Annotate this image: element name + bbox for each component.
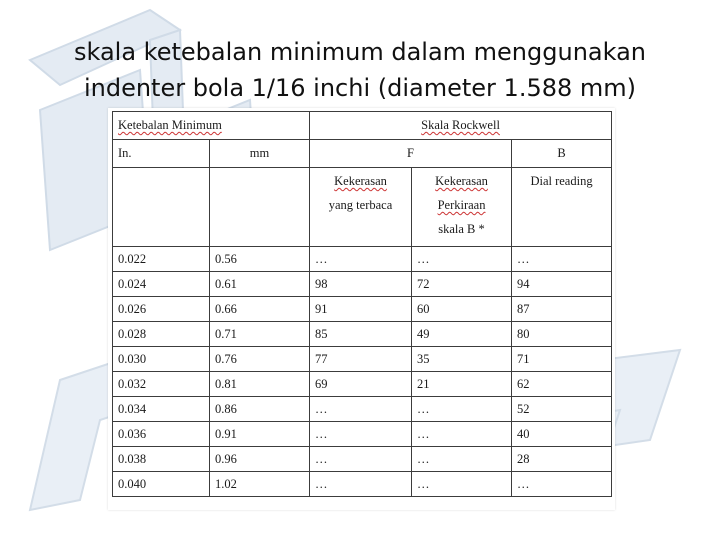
cell-b-estimate: 49 [412, 322, 512, 347]
cell-dial-reading: … [512, 247, 612, 272]
header-mm: mm [210, 140, 310, 168]
cell-inch: 0.038 [113, 447, 210, 472]
header-row-1 [113, 112, 612, 140]
cell-mm: 0.96 [210, 447, 310, 472]
header-f: F [310, 140, 512, 168]
cell-b-estimate: 72 [412, 272, 512, 297]
cell-dial-reading: 52 [512, 397, 612, 422]
cell-b-estimate: 60 [412, 297, 512, 322]
cell-mm: 0.71 [210, 322, 310, 347]
cell-inch: 0.032 [113, 372, 210, 397]
cell-b-estimate: 21 [412, 372, 512, 397]
cell-dial-reading: 62 [512, 372, 612, 397]
rockwell-table-image [108, 108, 615, 510]
cell-inch: 0.024 [113, 272, 210, 297]
cell-dial-reading: 28 [512, 447, 612, 472]
cell-mm: 0.66 [210, 297, 310, 322]
cell-b-estimate: … [412, 397, 512, 422]
cell-f-reading: … [310, 247, 412, 272]
cell-b-estimate: … [412, 247, 512, 272]
table-row [113, 422, 612, 447]
header-b: B [512, 140, 612, 168]
cell-f-reading: … [310, 472, 412, 497]
cell-mm: 0.91 [210, 422, 310, 447]
header-in: In. [113, 140, 210, 168]
table-row [113, 347, 612, 372]
header-skala-rockwell: Skala Rockwell [310, 112, 612, 140]
cell-b-estimate: … [412, 422, 512, 447]
header-dial-reading: Dial reading [512, 168, 612, 247]
cell-inch: 0.028 [113, 322, 210, 347]
cell-f-reading: … [310, 397, 412, 422]
cell-mm: 0.81 [210, 372, 310, 397]
cell-b-estimate: … [412, 447, 512, 472]
header-ketebalan: Ketebalan Minimum [113, 112, 310, 140]
cell-f-reading: 98 [310, 272, 412, 297]
cell-inch: 0.030 [113, 347, 210, 372]
table-row [113, 472, 612, 497]
cell-b-estimate: 35 [412, 347, 512, 372]
cell-mm: 0.61 [210, 272, 310, 297]
cell-dial-reading: … [512, 472, 612, 497]
footnote-cut [114, 505, 609, 510]
table-row [113, 272, 612, 297]
table-row [113, 322, 612, 347]
cell-dial-reading: 94 [512, 272, 612, 297]
header-row-2 [113, 140, 612, 168]
cell-inch: 0.036 [113, 422, 210, 447]
cell-inch: 0.026 [113, 297, 210, 322]
table-row [113, 372, 612, 397]
table-row [113, 297, 612, 322]
table-body [113, 247, 612, 497]
header-kekerasan-terbaca: Kekerasan yang terbaca [310, 168, 412, 247]
cell-mm: 0.86 [210, 397, 310, 422]
header-blank-mm [210, 168, 310, 247]
cell-f-reading: … [310, 447, 412, 472]
cell-f-reading: 91 [310, 297, 412, 322]
title-line-2: indenter bola 1/16 inchi (diameter 1.588 mm) [83, 74, 637, 102]
cell-inch: 0.022 [113, 247, 210, 272]
cell-dial-reading: 87 [512, 297, 612, 322]
cell-dial-reading: 80 [512, 322, 612, 347]
rockwell-thickness-table [112, 111, 612, 497]
table-row [113, 397, 612, 422]
cell-mm: 0.76 [210, 347, 310, 372]
header-kekerasan-perkiraan: Kekerasan Perkiraan skala B * [412, 168, 512, 247]
cell-f-reading: 85 [310, 322, 412, 347]
table-row [113, 247, 612, 272]
cell-b-estimate: … [412, 472, 512, 497]
header-row-3 [113, 168, 612, 247]
cell-mm: 0.56 [210, 247, 310, 272]
cell-inch: 0.040 [113, 472, 210, 497]
cell-dial-reading: 40 [512, 422, 612, 447]
cell-f-reading: 69 [310, 372, 412, 397]
cell-mm: 1.02 [210, 472, 310, 497]
slide-title [40, 34, 680, 106]
title-line-1: skala ketebalan minimum dalam menggunakan [73, 38, 647, 66]
cell-f-reading: 77 [310, 347, 412, 372]
header-blank-in [113, 168, 210, 247]
table-row [113, 447, 612, 472]
cell-dial-reading: 71 [512, 347, 612, 372]
cell-inch: 0.034 [113, 397, 210, 422]
cell-f-reading: … [310, 422, 412, 447]
